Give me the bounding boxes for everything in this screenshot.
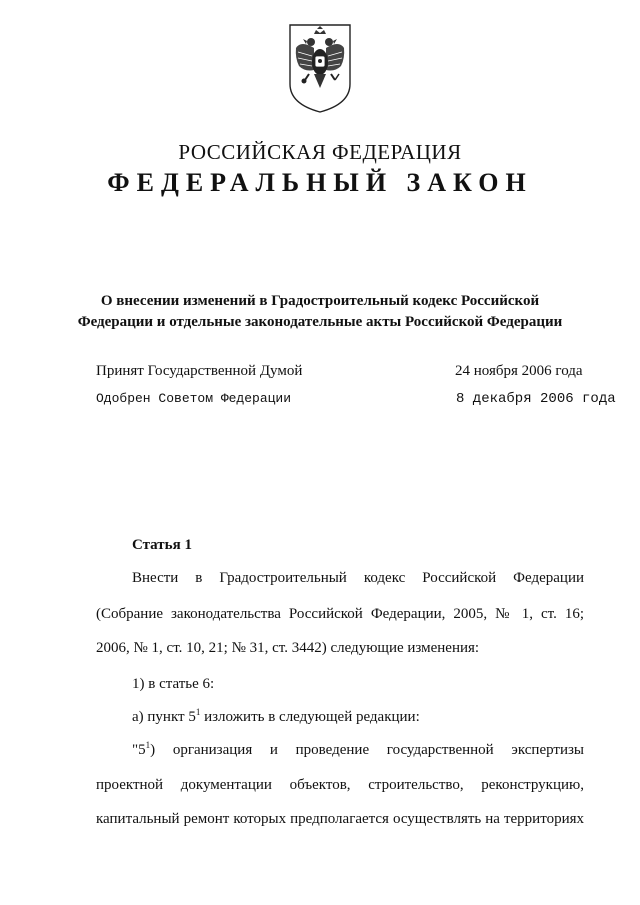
quote-line: проектной документации объектов, строительство, реконструкцию, — [96, 777, 584, 793]
item-a-text: изложить в следующей редакции: — [200, 709, 420, 725]
quote-text: "5 — [132, 742, 146, 758]
law-title: ФЕДЕРАЛЬНЫЙ ЗАКОН — [107, 168, 533, 197]
country-name: РОССИЙСКАЯ ФЕДЕРАЦИЯ — [178, 140, 462, 164]
quote-line: капитальный ремонт которых предполагается осуществлять на территориях — [96, 811, 584, 827]
law-subject — [0, 291, 640, 333]
adopted-date: 24 ноября 2006 года — [455, 363, 583, 379]
quote-superscript: 1 — [145, 740, 151, 750]
article-heading: Статья 1 — [132, 537, 192, 553]
article-intro-line: Внести в Градостроительный кодекс Российской Федерации — [132, 570, 584, 586]
item-a-text: а) пункт 5 — [132, 709, 196, 725]
article-intro-line: (Собрание законодательства Российской Федерации, 2005, № 1, ст. 16; — [96, 606, 584, 622]
article-item-a — [132, 709, 620, 726]
article-item-1: 1) в статье 6: — [132, 676, 215, 692]
law-subject-line: Федерации и отдельные законодательные акты Российской Федерации — [77, 314, 563, 330]
approved-date: 8 декабря 2006 года — [456, 391, 616, 407]
item-a-superscript: 1 — [195, 707, 201, 717]
state-emblem — [287, 22, 353, 114]
quote-line — [132, 742, 584, 759]
article-intro-line: 2006, № 1, ст. 10, 21; № 31, ст. 3442) следующие изменения: — [96, 640, 480, 656]
quote-text: ) организация и проведение государственной экспертизы — [150, 742, 584, 758]
law-subject-line: О внесении изменений в Градостроительный кодекс Российской — [100, 293, 540, 309]
approved-by-label: Одобрен Советом Федерации — [96, 391, 292, 406]
adopted-by-label: Принят Государственной Думой — [96, 363, 303, 379]
